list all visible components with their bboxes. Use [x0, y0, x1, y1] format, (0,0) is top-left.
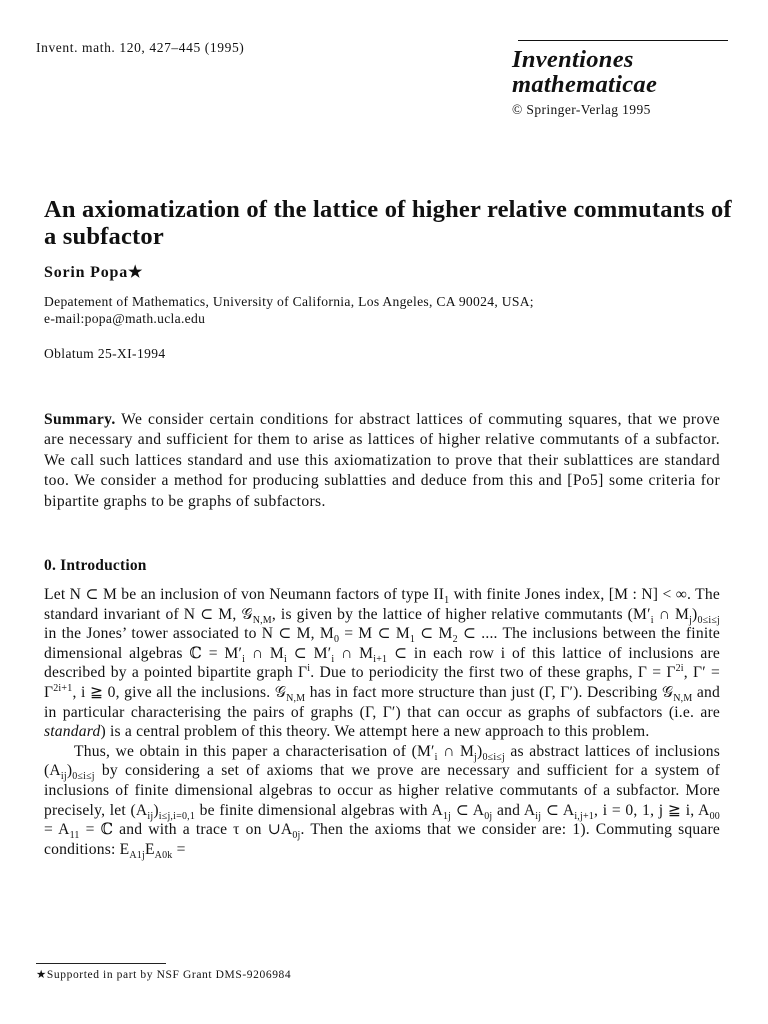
- journal-name-line-2: mathematicae: [512, 71, 658, 98]
- summary-label: Summary.: [44, 411, 116, 428]
- author-name: Sorin Popa★: [44, 264, 144, 281]
- author-email: e-mail:popa@math.ucla.edu: [44, 311, 206, 326]
- intro-paragraph-1: Let N ⊂ M be an inclusion of von Neumann factors of type $II_1$ with finite Jones index, [M : N] < ∞. The standard invariant of N ⊂ M, 𝒢$_{N,M}$, is given by the lattice of higher relative commutants ($M'_i$ ∩ $M_j)_{0\le i\le j}$ in the Jones’ tower associated to N ⊂ M, $M_0 = M$ ⊂ $M_1$ ⊂ $M_2$ ⊂ .... The inclusions between the finite dimensional algebras ℂ = $M'_i$ ∩ $M_i$ ⊂ $M'_i$ ∩ $M_{i+1}$ ⊂ in each row i of this lattice of inclusions are described by a pointed bipartite graph $\Gamma^i$. Due to periodicity the first two of these graphs, $\Gamma = \Gamma^{2i}$, $\Gamma' = \Gamma^{2i+1}$, i ≧ 0, give all the inclusions. 𝒢$_{N,M}$ has in fact more structure than just (Γ, Γ′). Describing 𝒢$_{N,M}$ and in particular characterising the pairs of graphs (Γ, Γ′) that can occur as graphs of subfactors (i.e. are standard) is a central problem of this theory. We attempt here a new approach to this problem.: [44, 586, 721, 741]
- received-date: Oblatum 25-XI-1994: [44, 346, 166, 361]
- summary-text: We consider certain conditions for abstract lattices of commuting squares, that we prove are necessary and sufficient for them to arise as lattices of higher relative commutants of a subfactor. We call such lattices standard and use this axiomatization to prove that their sublattices are standard too. We consider a method for producing sublatties and deduce from this and [Po5] some criteria for bipartite graphs to be graphs of subfactors.: [44, 411, 721, 510]
- paper-title: An axiomatization of the lattice of higher relative commutants of a subfactor: [44, 196, 732, 250]
- section-heading: 0. Introduction: [44, 557, 147, 574]
- masthead-rule: [518, 40, 728, 41]
- author-affiliation: [44, 293, 744, 327]
- footnote: ★Supported in part by NSF Grant DMS-9206984: [36, 969, 292, 981]
- emphasis-standard: standard: [44, 723, 101, 741]
- affiliation-address: Depatement of Mathematics, University of California, Los Angeles, CA 90024, USA;: [44, 294, 534, 309]
- journal-citation: Invent. math. 120, 427–445 (1995): [36, 40, 245, 55]
- introduction-body: [44, 585, 720, 859]
- journal-masthead: [512, 40, 732, 118]
- journal-name-line-1: Inventiones: [512, 46, 634, 73]
- footnote-rule: [36, 963, 166, 964]
- summary-paragraph: [44, 410, 720, 512]
- intro-paragraph-2: Thus, we obtain in this paper a characterisation of ($M'_i$ ∩ $M_j)_{0\le i\le j}$ as abstract lattices of inclusions $(A_{ij})_{0\le i\le j}$ by considering a set of axioms that we prove are necessary and sufficient for a system of inclusions of finite dimensional algebras to occur as higher relative commutants of a subfactor. More precisely, let $(A_{ij})_{i\le j,i=0,1}$ be finite dimensional algebras with $A_{1j}$ ⊂ $A_{0j}$ and $A_{ij}$ ⊂ $A_{i,j+1}$, i = 0, 1, j ≧ i, $A_{00} = A_{11}$ = ℂ and with a trace τ on $\cup A_{0j}$. Then the axioms that we consider are: 1). Commuting square conditions: $E_{A1j}E_{A0k}$ =: [44, 742, 721, 861]
- copyright-notice: © Springer-Verlag 1995: [512, 102, 651, 117]
- journal-name: [512, 47, 732, 97]
